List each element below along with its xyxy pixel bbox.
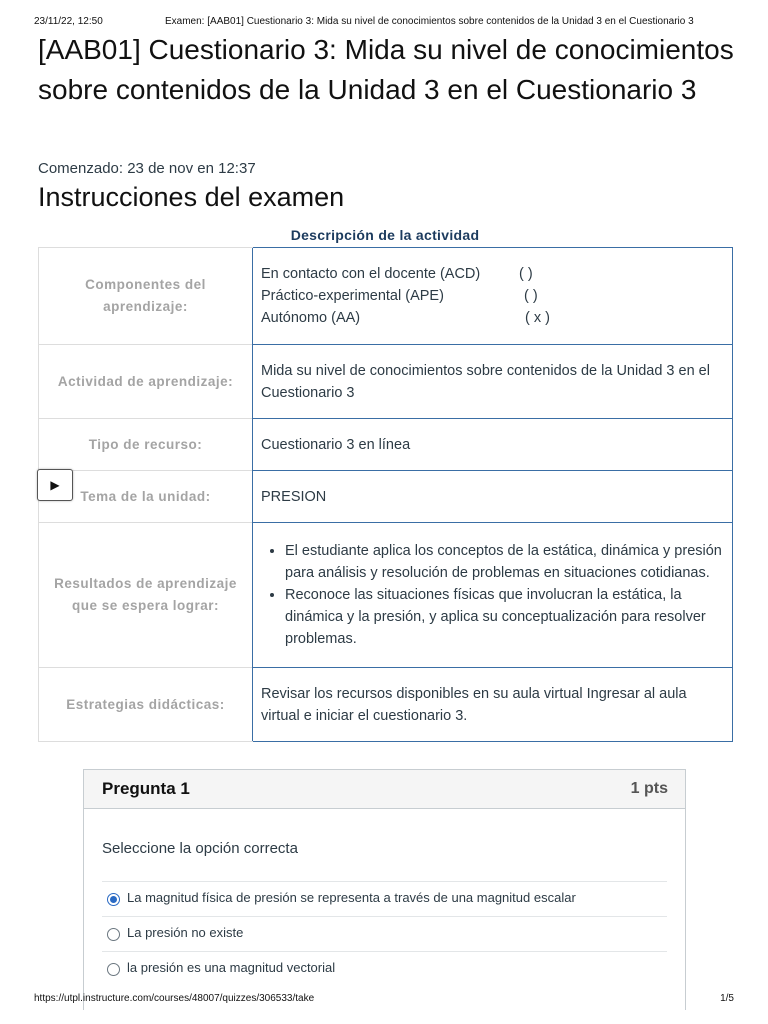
components-value	[253, 248, 733, 345]
radio-button[interactable]	[107, 963, 120, 976]
component-mark: ( x )	[525, 310, 550, 326]
print-header	[34, 16, 734, 30]
list-item: • Reconoce las situaciones físicas que involucran la estática, la dinámica y la presión, y aplica su conceptualización para resolver problemas.	[285, 584, 724, 650]
table-row	[39, 248, 733, 345]
list-item: • El estudiante aplica los conceptos de la estática, dinámica y presión para análisis y resolución de problemas en situaciones cotidianas.	[285, 540, 724, 584]
answer-label[interactable]: la presión es una magnitud vectorial	[127, 960, 336, 975]
activity-description-table	[38, 247, 733, 742]
component-mark: ( )	[519, 266, 533, 282]
question-text: Seleccione la opción correcta	[102, 840, 298, 857]
component-mark: ( )	[524, 288, 538, 304]
component-line	[261, 285, 724, 307]
table-row	[39, 345, 733, 419]
component-line	[261, 263, 724, 285]
play-icon: ▶	[50, 478, 60, 492]
component-line	[261, 307, 724, 329]
topic-label: Tema de la unidad:	[39, 471, 253, 523]
question-name: Pregunta 1	[102, 779, 190, 798]
results-label: Resultados de aprendizaje que se espera lograr:	[39, 523, 253, 668]
component-name: En contacto con el docente (ACD)	[261, 266, 481, 282]
radio-button[interactable]	[107, 893, 120, 906]
print-page-number: 1/5	[720, 993, 734, 1004]
activity-table-caption: Descripción de la actividad	[290, 227, 480, 243]
question-header	[84, 770, 685, 809]
activity-label: Actividad de aprendizaje:	[39, 345, 253, 419]
results-list	[261, 540, 724, 650]
question-points: 1 pts	[630, 780, 668, 797]
instructions-heading: Instrucciones del examen	[38, 182, 345, 212]
table-row	[39, 419, 733, 471]
started-timestamp: Comenzado: 23 de nov en 12:37	[38, 160, 256, 177]
print-datetime: 23/11/22, 12:50	[34, 16, 103, 27]
resource-value: Cuestionario 3 en línea	[253, 419, 733, 471]
answer-label[interactable]: La magnitud física de presión se representa a través de una magnitud escalar	[127, 890, 576, 905]
answer-label[interactable]: La presión no existe	[127, 925, 244, 940]
answer-option[interactable]	[102, 951, 667, 986]
print-url: https://utpl.instructure.com/courses/48007/quizzes/306533/take	[34, 993, 315, 1004]
component-name: Autónomo (AA)	[261, 310, 361, 326]
page-title: [AAB01] Cuestionario 3: Mida su nivel de conocimientos sobre contenidos de la Unidad 3 en el Cuestionario 3	[38, 34, 734, 105]
results-value	[253, 523, 733, 668]
answer-option[interactable]	[102, 916, 667, 951]
topic-value: PRESION	[253, 471, 733, 523]
answer-list	[102, 881, 667, 986]
print-footer	[34, 993, 734, 1007]
table-row	[39, 523, 733, 668]
answer-option[interactable]	[102, 881, 667, 916]
table-row	[39, 471, 733, 523]
components-label: Componentes del aprendizaje:	[39, 248, 253, 345]
component-name: Práctico-experimental (APE)	[261, 288, 444, 304]
activity-value: Mida su nivel de conocimientos sobre contenidos de la Unidad 3 en el Cuestionario 3	[253, 345, 733, 419]
strategies-label: Estrategias didácticas:	[39, 668, 253, 742]
radio-button[interactable]	[107, 928, 120, 941]
print-document-title: Examen: [AAB01] Cuestionario 3: Mida su nivel de conocimientos sobre contenidos de la Unidad 3 en el Cuestionario 3	[165, 16, 694, 27]
resource-label: Tipo de recurso:	[39, 419, 253, 471]
play-button[interactable]	[37, 469, 73, 501]
question-card	[83, 769, 686, 1010]
strategies-value: Revisar los recursos disponibles en su aula virtual Ingresar al aula virtual e iniciar el cuestionario 3.	[253, 668, 733, 742]
table-row	[39, 668, 733, 742]
